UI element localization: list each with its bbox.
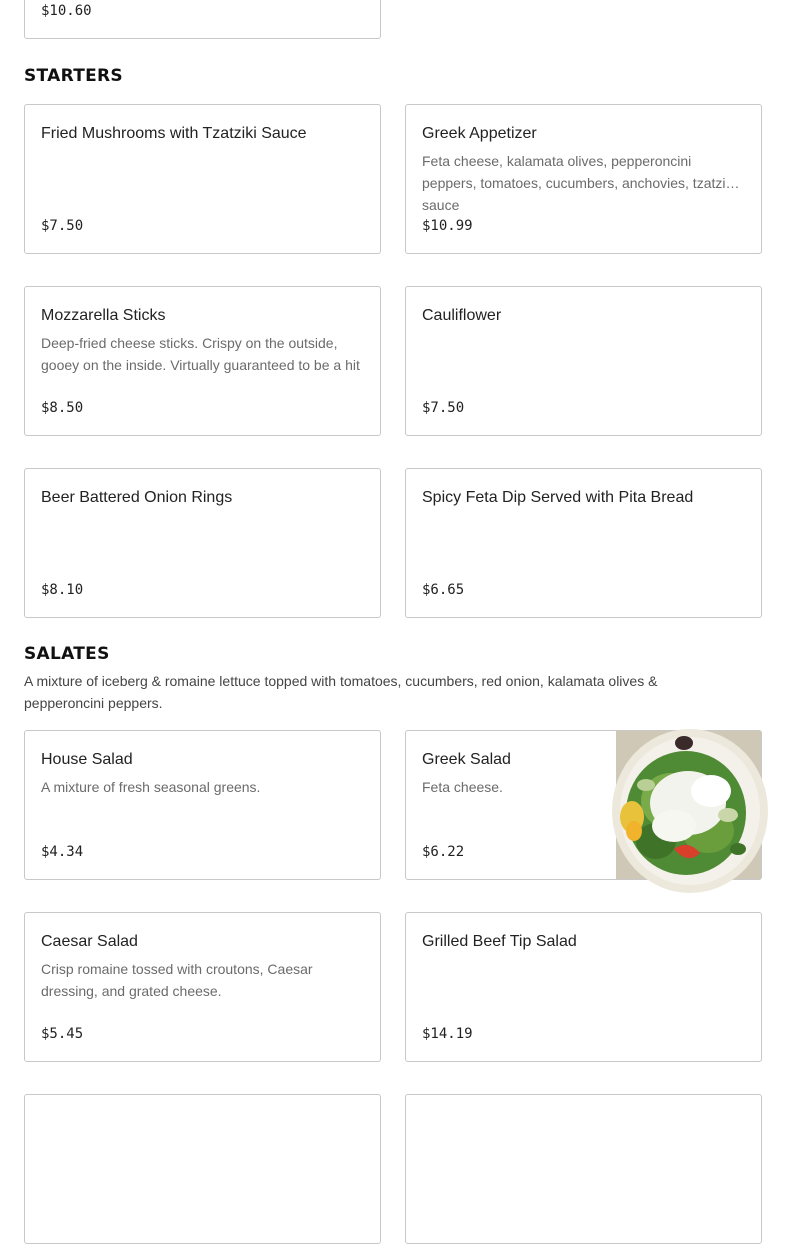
- menu-item-name: Grilled Beef Tip Salad: [422, 933, 577, 950]
- section-description: A mixture of iceberg & romaine lettuce topped with tomatoes, cucumbers, red onion, kalamata olives & pepperoncini peppers.: [24, 673, 658, 711]
- menu-item-card[interactable]: [24, 104, 381, 254]
- menu-item-description: Feta cheese.: [422, 779, 503, 795]
- menu-item-name: House Salad: [41, 751, 133, 768]
- menu-item-card[interactable]: [405, 730, 762, 880]
- menu-item-price: $6.65: [422, 582, 465, 598]
- menu-item-card[interactable]: [24, 0, 381, 39]
- menu-item-description: A mixture of fresh seasonal greens.: [41, 779, 261, 795]
- greek-salad-photo: [616, 731, 761, 879]
- menu-item-card[interactable]: [405, 1094, 762, 1244]
- menu-item-name: Spicy Feta Dip Served with Pita Bread: [422, 489, 694, 506]
- menu-item-name: Cauliflower: [422, 307, 502, 324]
- menu-item-price: $7.50: [422, 400, 465, 416]
- menu-item-card[interactable]: [24, 1094, 381, 1244]
- menu-item-name: Mozzarella Sticks: [41, 307, 166, 324]
- menu-item-card[interactable]: [24, 912, 381, 1062]
- menu-item-name: Caesar Salad: [41, 933, 138, 950]
- section-title-salates: SALATES: [24, 644, 110, 664]
- menu-item-name: Beer Battered Onion Rings: [41, 489, 233, 506]
- menu-item-card[interactable]: [405, 468, 762, 618]
- menu-item-description: Feta cheese, kalamata olives, pepperoncini peppers, tomatoes, cucumbers, anchovies, tzatziki sauce: [422, 153, 736, 213]
- menu-item-price: $4.34: [41, 844, 84, 860]
- menu-item-name: Greek Salad: [422, 751, 511, 768]
- menu-item-name: Greek Appetizer: [422, 125, 537, 142]
- menu-item-description: Deep-fried cheese sticks. Crispy on the outside, gooey on the inside. Virtually guaranteed to be a hit: [41, 335, 360, 373]
- menu-item-card[interactable]: [405, 104, 762, 254]
- menu-item-price: $10.99: [422, 218, 473, 234]
- menu-item-price: $5.45: [41, 1026, 84, 1042]
- section-title-starters: STARTERS: [24, 66, 123, 86]
- menu-item-card[interactable]: [24, 730, 381, 880]
- menu-item-price: $8.10: [41, 582, 84, 598]
- menu-item-price: $10.60: [41, 3, 92, 19]
- menu-item-card[interactable]: [24, 286, 381, 436]
- menu-item-price: $7.50: [41, 218, 84, 234]
- menu-item-card[interactable]: [24, 468, 381, 618]
- menu-item-description: Crisp romaine tossed with croutons, Caesar dressing, and grated cheese.: [41, 961, 313, 999]
- menu-item-card[interactable]: [405, 912, 762, 1062]
- menu-item-name: Fried Mushrooms with Tzatziki Sauce: [41, 125, 307, 142]
- menu-item-card[interactable]: [405, 286, 762, 436]
- menu-item-price: $8.50: [41, 400, 84, 416]
- menu-item-price: $6.22: [422, 844, 465, 860]
- menu-item-price: $14.19: [422, 1026, 473, 1042]
